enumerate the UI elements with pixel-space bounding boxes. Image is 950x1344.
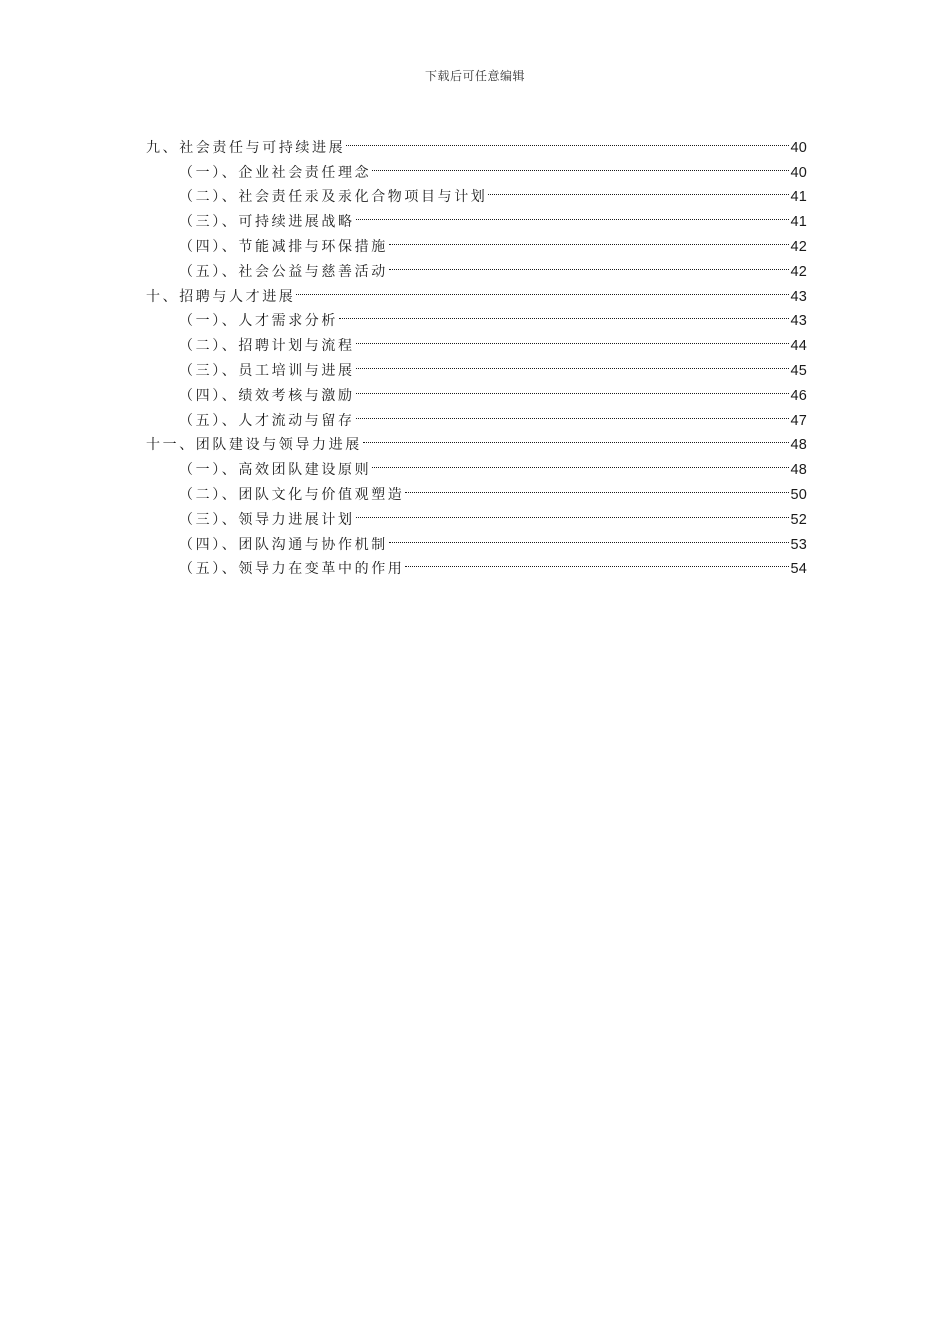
toc-entry-title: 九、社会责任与可持续进展	[146, 139, 346, 156]
table-of-contents	[146, 127, 807, 578]
toc-entry-page: 40	[790, 139, 807, 156]
toc-entry-page: 53	[790, 536, 807, 553]
toc-entry-page: 48	[790, 462, 807, 479]
toc-leader-dots	[356, 350, 790, 375]
toc-entry-title: （四）、绩效考核与激励	[179, 387, 355, 404]
toc-entry-title: （一）、人才需求分析	[179, 313, 338, 330]
toc-leader-dots	[405, 474, 789, 499]
toc-leader-dots	[339, 301, 789, 326]
toc-leader-dots	[356, 325, 790, 350]
toc-entry-page: 43	[790, 313, 807, 330]
page-header: 下载后可任意编辑	[424, 69, 525, 83]
toc-entry-title: 十、招聘与人才进展	[146, 288, 296, 305]
toc-entry-page: 46	[790, 387, 807, 404]
toc-entry-page: 40	[790, 164, 807, 181]
toc-entry-title: （五）、人才流动与留存	[179, 412, 355, 429]
toc-leader-dots	[346, 127, 789, 152]
toc-entry-page: 42	[790, 238, 807, 255]
toc-leader-dots	[405, 549, 789, 574]
toc-entry-page: 41	[790, 189, 807, 206]
toc-leader-dots	[296, 276, 789, 301]
toc-entry-title: （二）、社会责任汞及汞化合物项目与计划	[179, 189, 488, 206]
toc-entry-title: （四）、团队沟通与协作机制	[179, 536, 388, 553]
toc-leader-dots	[389, 524, 790, 549]
toc-entry-page: 48	[790, 437, 807, 454]
toc-entry-title: （五）、领导力在变革中的作用	[179, 561, 405, 578]
toc-leader-dots	[356, 201, 790, 226]
toc-leader-dots	[372, 449, 789, 474]
toc-entry-page: 54	[790, 561, 807, 578]
toc-entry-title: （二）、招聘计划与流程	[179, 338, 355, 355]
toc-entry-title: （四）、节能减排与环保措施	[179, 238, 388, 255]
toc-entry-title: （三）、员工培训与进展	[179, 362, 355, 379]
toc-entry-page: 52	[790, 511, 807, 528]
toc-leader-dots	[363, 425, 790, 450]
toc-entry-title: （二）、团队文化与价值观塑造	[179, 486, 405, 503]
toc-entry[interactable]	[146, 127, 807, 156]
toc-entry-page: 43	[790, 288, 807, 305]
toc-leader-dots	[389, 251, 790, 276]
toc-leader-dots	[356, 499, 790, 524]
toc-entry-page: 44	[790, 338, 807, 355]
toc-leader-dots	[356, 400, 790, 425]
toc-entry-title: （五）、社会公益与慈善活动	[179, 263, 388, 280]
toc-entry-title: （一）、企业社会责任理念	[179, 164, 372, 181]
toc-leader-dots	[389, 226, 790, 251]
toc-leader-dots	[372, 152, 789, 177]
toc-entry-title: （三）、可持续进展战略	[179, 214, 355, 231]
toc-entry-title: （三）、领导力进展计划	[179, 511, 355, 528]
toc-leader-dots	[356, 375, 790, 400]
toc-entry-title: 十一、团队建设与领导力进展	[146, 437, 362, 454]
toc-entry-page: 47	[790, 412, 807, 429]
toc-entry-page: 45	[790, 362, 807, 379]
toc-entry-page: 42	[790, 263, 807, 280]
toc-entry-page: 50	[790, 486, 807, 503]
toc-entry-title: （一）、高效团队建设原则	[179, 462, 372, 479]
toc-entry-page: 41	[790, 214, 807, 231]
toc-leader-dots	[488, 177, 789, 202]
